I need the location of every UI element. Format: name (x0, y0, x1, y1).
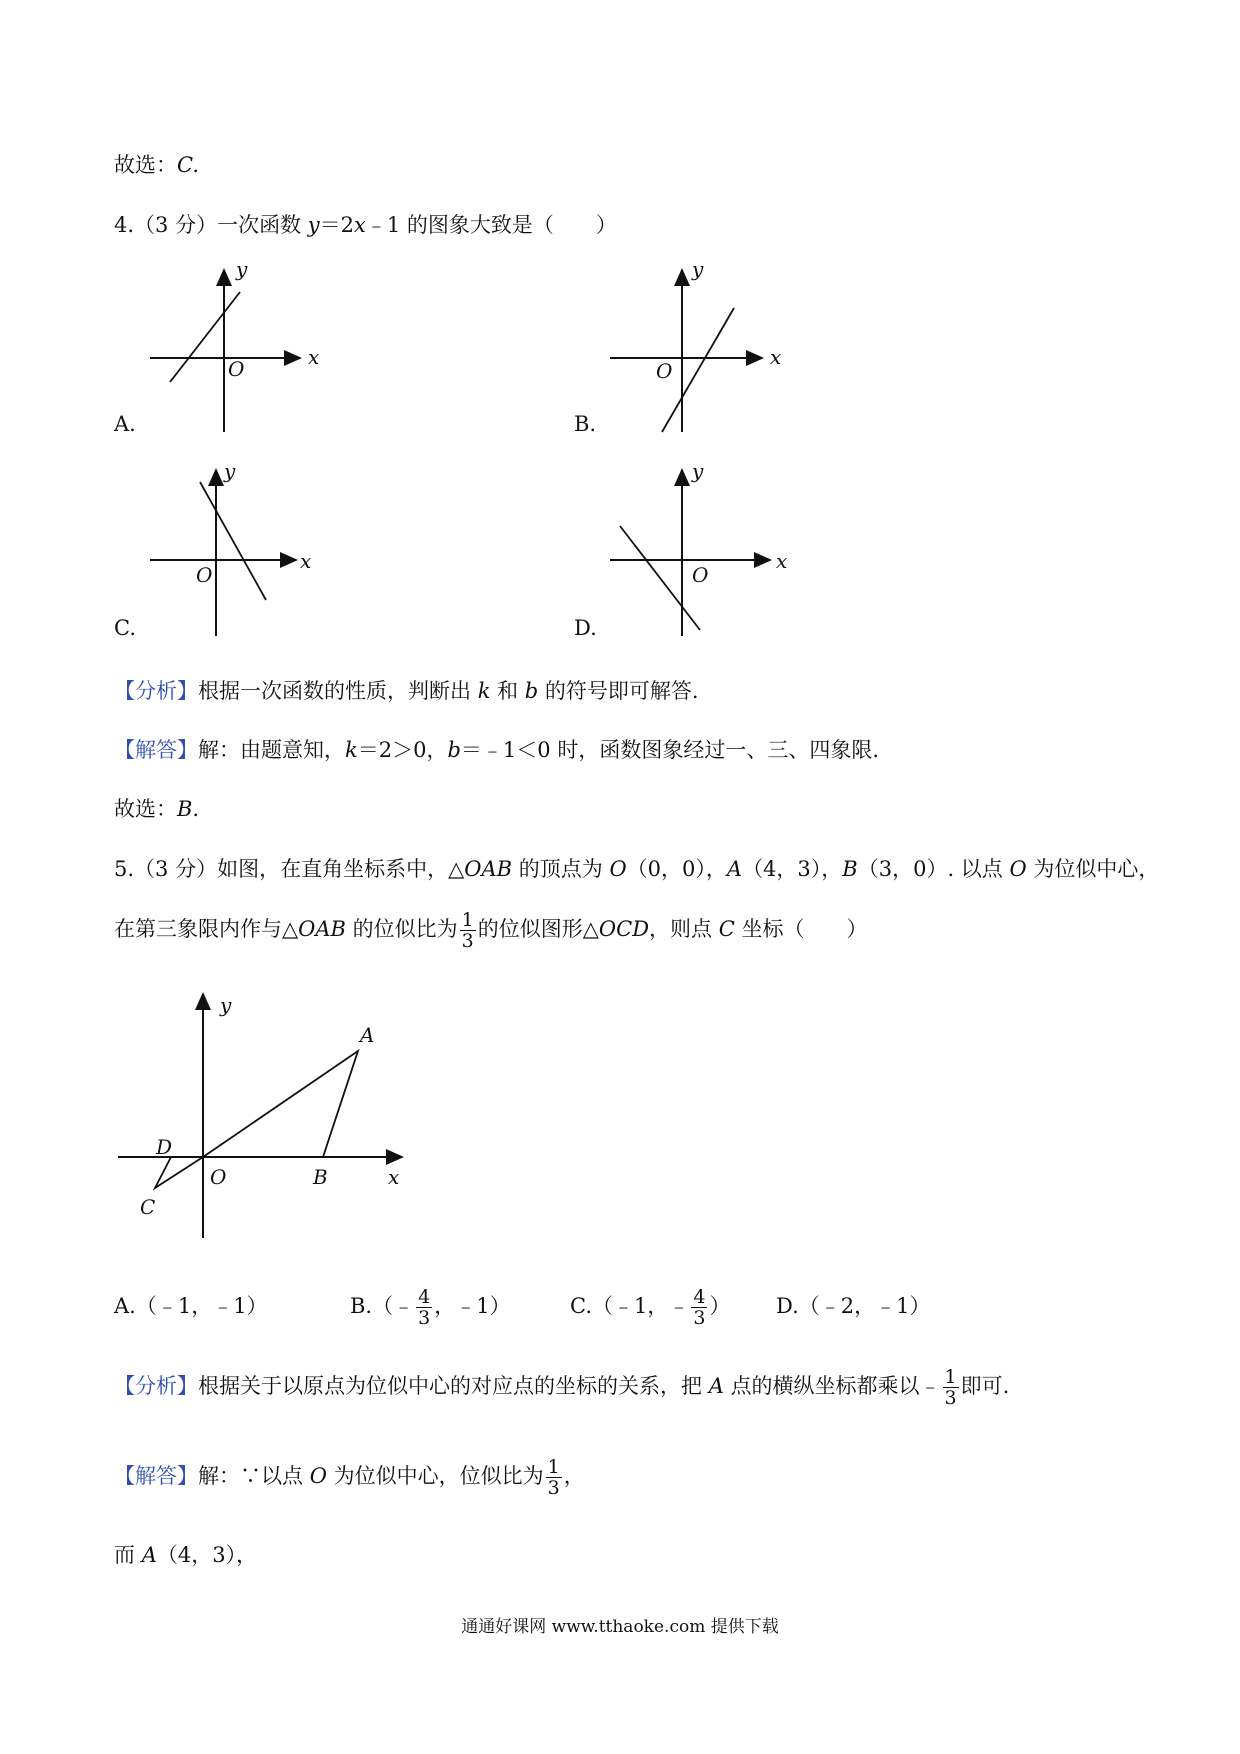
page-footer: 通通好课网 www.tthaoke.com 提供下载 (461, 1617, 779, 1637)
q4-graph-b (600, 262, 800, 442)
answer-tag: 【解答】 (114, 738, 198, 762)
y-label: y (220, 993, 232, 1017)
fraction: $\frac{1}{3}$ (547, 1456, 560, 1499)
y-label: y (692, 464, 704, 483)
q4-graph-a (140, 262, 340, 442)
y-label: y (692, 262, 704, 281)
fraction: $\frac{1}{3}$ (944, 1366, 957, 1409)
x-label: x (776, 549, 788, 573)
q4-answer: 【解答】解：由题意知，k＝2＞0，b＝﹣1＜0 时，函数图象经过一、三、四象限. (114, 738, 879, 762)
x-label: x (388, 1165, 400, 1189)
q5-stem-line2: 在第三象限内作与△OAB 的位似比为 $\frac{1}{3}$ 的位似图形△OCD，则点 C 坐标（ ） (114, 909, 868, 952)
q4-option-a: A. (114, 412, 136, 436)
point-c-label: C (140, 1195, 156, 1219)
q5-option-d: D.（﹣2，﹣1） (776, 1294, 931, 1318)
q4-analysis: 【分析】根据一次函数的性质，判断出 k 和 b 的符号即可解答. (114, 679, 699, 703)
function-line (620, 526, 700, 630)
x-label: x (300, 549, 312, 573)
q5-figure (110, 990, 430, 1250)
origin-label: O (692, 563, 709, 587)
x-label: x (308, 345, 320, 369)
point-a-label: A (360, 1023, 375, 1047)
q4-graph-c (140, 464, 340, 644)
q4-option-c: C. (114, 616, 136, 640)
q4-final-choice: 故选：B. (114, 797, 200, 821)
prev-answer: 故选：C. (114, 153, 199, 177)
function-line (662, 308, 734, 432)
q5-answer: 【解答】解：∵以点 O 为位似中心，位似比为 $\frac{1}{3}$ ， (114, 1456, 585, 1499)
origin-label: O (656, 359, 673, 383)
q4-graph-d (600, 464, 800, 644)
origin-label: O (210, 1165, 227, 1189)
q4-option-d: D. (574, 616, 597, 640)
y-label: y (236, 262, 248, 281)
q5-stem-line1: 5.（3 分）如图，在直角坐标系中，△OAB 的顶点为 O（0，0），A（4，3），B（3，0）. 以点 O 为位似中心， (114, 857, 1160, 881)
q5-option-b: B.（﹣ $\frac{4}{3}$ ，﹣1） (350, 1286, 511, 1329)
q4-option-b: B. (574, 412, 597, 436)
origin-label: O (196, 563, 213, 587)
analysis-tag: 【分析】 (114, 1374, 198, 1398)
origin-label: O (228, 357, 245, 381)
y-label: y (224, 464, 236, 483)
q4-stem: 4.（3 分）一次函数 y＝2x﹣1 的图象大致是（ ） (114, 213, 617, 237)
answer-tag: 【解答】 (114, 1464, 198, 1488)
q5-options (114, 1282, 931, 1330)
q5-analysis: 【分析】根据关于以原点为位似中心的对应点的坐标的关系，把 A 点的横纵坐标都乘以﹣ $\frac{1}{3}$ 即可. (114, 1366, 1010, 1409)
q5-option-a: A.（﹣1，﹣1） (114, 1294, 268, 1318)
triangle-oab (203, 1051, 358, 1157)
fraction: $\frac{1}{3}$ (461, 909, 474, 952)
q5-option-c: C.（﹣1，﹣ $\frac{4}{3}$ ） (570, 1286, 731, 1329)
point-b-label: B (313, 1165, 328, 1189)
triangle-ocd (155, 1157, 203, 1188)
q5-answer-line2: 而 A（4，3）， (114, 1543, 258, 1567)
point-d-label: D (156, 1135, 173, 1159)
analysis-tag: 【分析】 (114, 679, 198, 703)
x-label: x (770, 345, 782, 369)
